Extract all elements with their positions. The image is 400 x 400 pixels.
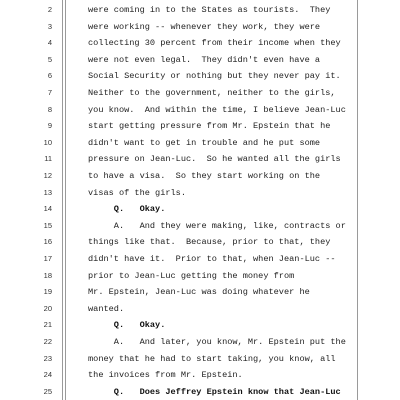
transcript-line: [0, 184, 400, 202]
line-text: were not even legal. They didn't even have a: [88, 54, 321, 65]
transcript-line: [0, 1, 400, 19]
line-number: 15: [43, 220, 52, 230]
transcript-line: [0, 167, 400, 185]
line-text: money that he had to start taking, you know, all: [88, 353, 336, 364]
line-number: 12: [43, 171, 52, 180]
transcript-line: [0, 200, 400, 218]
transcript-line: [0, 333, 400, 351]
line-number: 22: [43, 337, 52, 346]
transcript-line: [0, 134, 400, 152]
line-text: didn't want to get in trouble and he put some: [88, 137, 321, 148]
line-text: you know. And within the time, I believe Jean-Luc: [88, 104, 346, 115]
line-number: 20: [43, 303, 52, 313]
line-text: Q. Okay.: [88, 320, 166, 331]
line-text: pressure on Jean-Luc. So he wanted all the girls: [88, 154, 341, 165]
line-text: to have a visa. So they start working on the: [88, 171, 321, 181]
transcript-line: [0, 267, 400, 285]
line-number: 16: [43, 237, 52, 247]
line-text: Neither to the government, neither to the girls,: [88, 88, 336, 98]
line-text: the invoices from Mr. Epstein.: [88, 370, 243, 381]
line-number: 5: [47, 54, 52, 64]
line-text: A. And they were making, like, contracts or: [88, 220, 346, 231]
line-number: 23: [43, 353, 52, 363]
line-text: visas of the girls.: [88, 187, 186, 198]
transcript-line: [0, 283, 400, 301]
line-number: 4: [47, 38, 52, 48]
transcript-line: [0, 67, 400, 85]
transcript-line: [0, 217, 400, 235]
transcript-line: [0, 51, 400, 69]
transcript-line: [0, 316, 400, 334]
line-text: start getting pressure from Mr. Epstein that he: [88, 121, 331, 132]
line-text: were coming in to the States as tourists. They: [88, 5, 331, 15]
transcript-line: [0, 233, 400, 251]
line-number: 18: [43, 270, 52, 280]
line-number: 24: [43, 370, 52, 380]
line-text: were working -- whenever they work, they were: [88, 21, 321, 32]
line-text: prior to Jean-Luc getting the money from: [88, 270, 295, 281]
transcript-line: [0, 18, 400, 36]
line-text: wanted.: [88, 303, 125, 314]
line-number: 9: [47, 121, 52, 131]
transcript-line: [0, 383, 400, 400]
transcript-line: [0, 250, 400, 268]
transcript-line: [0, 350, 400, 368]
transcript-line: [0, 117, 400, 135]
line-number: 11: [44, 154, 52, 164]
transcript-line: [0, 84, 400, 102]
line-number: 21: [43, 320, 52, 330]
line-number: 25: [43, 386, 52, 396]
transcript-line: [0, 150, 400, 168]
line-text: didn't have it. Prior to that, when Jean-Luc --: [88, 254, 336, 264]
line-text: A. And later, you know, Mr. Epstein put the: [88, 337, 346, 347]
line-number: 6: [47, 71, 52, 81]
transcript-line: [0, 366, 400, 384]
line-number: 10: [43, 137, 52, 147]
line-number: 7: [47, 88, 52, 97]
line-text: Q. Does Jeffrey Epstein know that Jean-Luc: [88, 386, 341, 397]
line-number: 3: [47, 21, 52, 31]
line-number: 14: [43, 204, 52, 214]
line-number: 8: [47, 104, 52, 114]
line-number: 17: [43, 254, 52, 263]
line-text: things like that. Because, prior to that, they: [88, 237, 331, 248]
line-text: Q. Okay.: [88, 204, 166, 215]
line-text: Mr. Epstein, Jean-Luc was doing whatever he: [88, 287, 310, 298]
transcript-line: [0, 300, 400, 318]
transcript-line: [0, 101, 400, 119]
line-text: collecting 30 percent from their income when they: [88, 38, 341, 49]
transcript-line: [0, 34, 400, 52]
line-number: 2: [47, 5, 52, 14]
line-number: 19: [43, 287, 52, 297]
line-number: 13: [43, 187, 52, 197]
line-text: Social Security or nothing but they never pay it.: [88, 71, 341, 82]
